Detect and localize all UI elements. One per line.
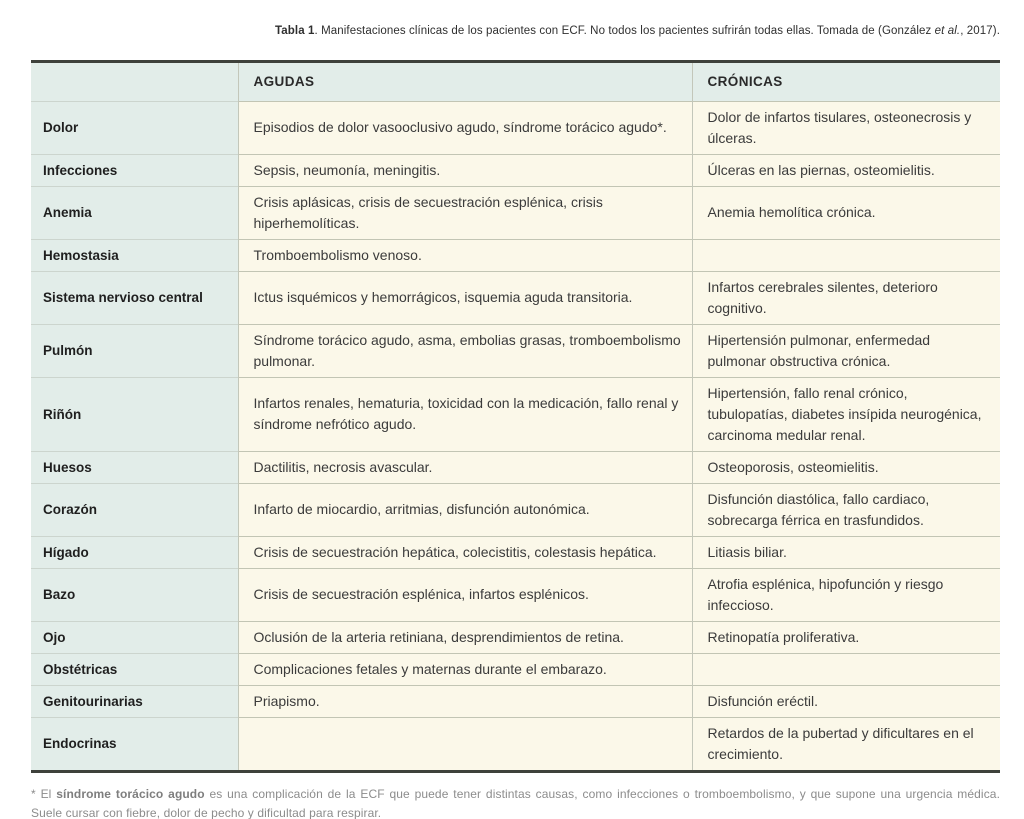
row-label-cell: Huesos — [31, 451, 238, 483]
row-cronicas-cell: Hipertensión pulmonar, enfermedad pulmonar obstructiva crónica. — [692, 324, 1000, 377]
table-row — [31, 271, 1000, 324]
row-label-cell: Endocrinas — [31, 717, 238, 771]
row-agudas-cell: Tromboembolismo venoso. — [238, 239, 692, 271]
table-caption — [31, 24, 1000, 39]
table-row — [31, 653, 1000, 685]
row-cronicas-cell: Retinopatía proliferativa. — [692, 621, 1000, 653]
row-label-cell: Ojo — [31, 621, 238, 653]
row-cronicas-cell: Retardos de la pubertad y dificultares en el crecimiento. — [692, 717, 1000, 771]
table-row — [31, 685, 1000, 717]
row-cronicas-cell: Atrofia esplénica, hipofunción y riesgo infeccioso. — [692, 568, 1000, 621]
row-label-cell: Infecciones — [31, 154, 238, 186]
row-label-cell: Sistema nervioso central — [31, 271, 238, 324]
row-label-cell: Genitourinarias — [31, 685, 238, 717]
table-row — [31, 154, 1000, 186]
row-agudas-cell: Priapismo. — [238, 685, 692, 717]
row-label-cell: Dolor — [31, 101, 238, 154]
header-cell-cronicas: CRÓNICAS — [692, 61, 1000, 101]
table-row — [31, 239, 1000, 271]
row-agudas-cell: Crisis de secuestración esplénica, infartos esplénicos. — [238, 568, 692, 621]
row-label-cell: Pulmón — [31, 324, 238, 377]
content-area — [31, 24, 1000, 819]
row-agudas-cell: Crisis aplásicas, crisis de secuestración esplénica, crisis hiperhemolíticas. — [238, 186, 692, 239]
row-cronicas-cell: Infartos cerebrales silentes, deterioro cognitivo. — [692, 271, 1000, 324]
row-agudas-cell: Ictus isquémicos y hemorrágicos, isquemia aguda transitoria. — [238, 271, 692, 324]
row-cronicas-cell: Anemia hemolítica crónica. — [692, 186, 1000, 239]
table-row — [31, 324, 1000, 377]
table-header — [31, 61, 1000, 101]
table-row — [31, 717, 1000, 771]
row-cronicas-cell: Úlceras en las piernas, osteomielitis. — [692, 154, 1000, 186]
row-label-cell: Obstétricas — [31, 653, 238, 685]
table-row — [31, 483, 1000, 536]
row-label-cell: Hemostasia — [31, 239, 238, 271]
row-cronicas-cell — [692, 653, 1000, 685]
row-cronicas-cell: Dolor de infartos tisulares, osteonecrosis y úlceras. — [692, 101, 1000, 154]
row-agudas-cell: Crisis de secuestración hepática, colecistitis, colestasis hepática. — [238, 536, 692, 568]
table-row — [31, 451, 1000, 483]
table-row — [31, 621, 1000, 653]
row-agudas-cell: Dactilitis, necrosis avascular. — [238, 451, 692, 483]
row-cronicas-cell — [692, 239, 1000, 271]
caption-table-number: Tabla 1 — [275, 25, 315, 37]
caption-text-2: , 2017). — [960, 25, 1000, 37]
header-row — [31, 61, 1000, 101]
table-row — [31, 377, 1000, 451]
row-label-cell: Corazón — [31, 483, 238, 536]
row-cronicas-cell: Hipertensión, fallo renal crónico, tubulopatías, diabetes insípida neurogénica, carcinoma medular renal. — [692, 377, 1000, 451]
header-cell-agudas: AGUDAS — [238, 61, 692, 101]
row-agudas-cell: Complicaciones fetales y maternas durante el embarazo. — [238, 653, 692, 685]
row-agudas-cell: Episodios de dolor vasooclusivo agudo, síndrome torácico agudo*. — [238, 101, 692, 154]
row-cronicas-cell: Disfunción eréctil. — [692, 685, 1000, 717]
row-label-cell: Bazo — [31, 568, 238, 621]
clinical-manifestations-table — [31, 60, 1000, 773]
footnote — [31, 785, 1000, 819]
row-label-cell: Riñón — [31, 377, 238, 451]
row-label-cell: Hígado — [31, 536, 238, 568]
footnote-rest: es una complicación de la ECF que puede tener distintas causas, como infecciones o tromboembolismo, y que supone una urgencia médica. Suele cursar con fiebre, dolor de pecho y dificultad para respirar. — [31, 786, 1000, 819]
row-agudas-cell: Síndrome torácico agudo, asma, embolias grasas, tromboembolismo pulmonar. — [238, 324, 692, 377]
row-cronicas-cell: Litiasis biliar. — [692, 536, 1000, 568]
footnote-bold-term: síndrome torácico agudo — [56, 786, 205, 801]
table-row — [31, 101, 1000, 154]
caption-text-1: . Manifestaciones clínicas de los pacientes con ECF. No todos los pacientes sufrirán todas ellas. Tomada de (González — [314, 25, 935, 37]
table-row — [31, 568, 1000, 621]
caption-et-al: et al. — [934, 25, 961, 37]
header-cell-empty — [31, 61, 238, 101]
row-cronicas-cell: Osteoporosis, osteomielitis. — [692, 451, 1000, 483]
table-row — [31, 536, 1000, 568]
table-row — [31, 186, 1000, 239]
row-agudas-cell — [238, 717, 692, 771]
row-cronicas-cell: Disfunción diastólica, fallo cardiaco, sobrecarga férrica en trasfundidos. — [692, 483, 1000, 536]
row-agudas-cell: Oclusión de la arteria retiniana, desprendimientos de retina. — [238, 621, 692, 653]
table-body — [31, 101, 1000, 771]
row-label-cell: Anemia — [31, 186, 238, 239]
row-agudas-cell: Infartos renales, hematuria, toxicidad con la medicación, fallo renal y síndrome nefrótico agudo. — [238, 377, 692, 451]
row-agudas-cell: Infarto de miocardio, arritmias, disfunción autonómica. — [238, 483, 692, 536]
footnote-prefix: * El — [31, 786, 57, 801]
row-agudas-cell: Sepsis, neumonía, meningitis. — [238, 154, 692, 186]
